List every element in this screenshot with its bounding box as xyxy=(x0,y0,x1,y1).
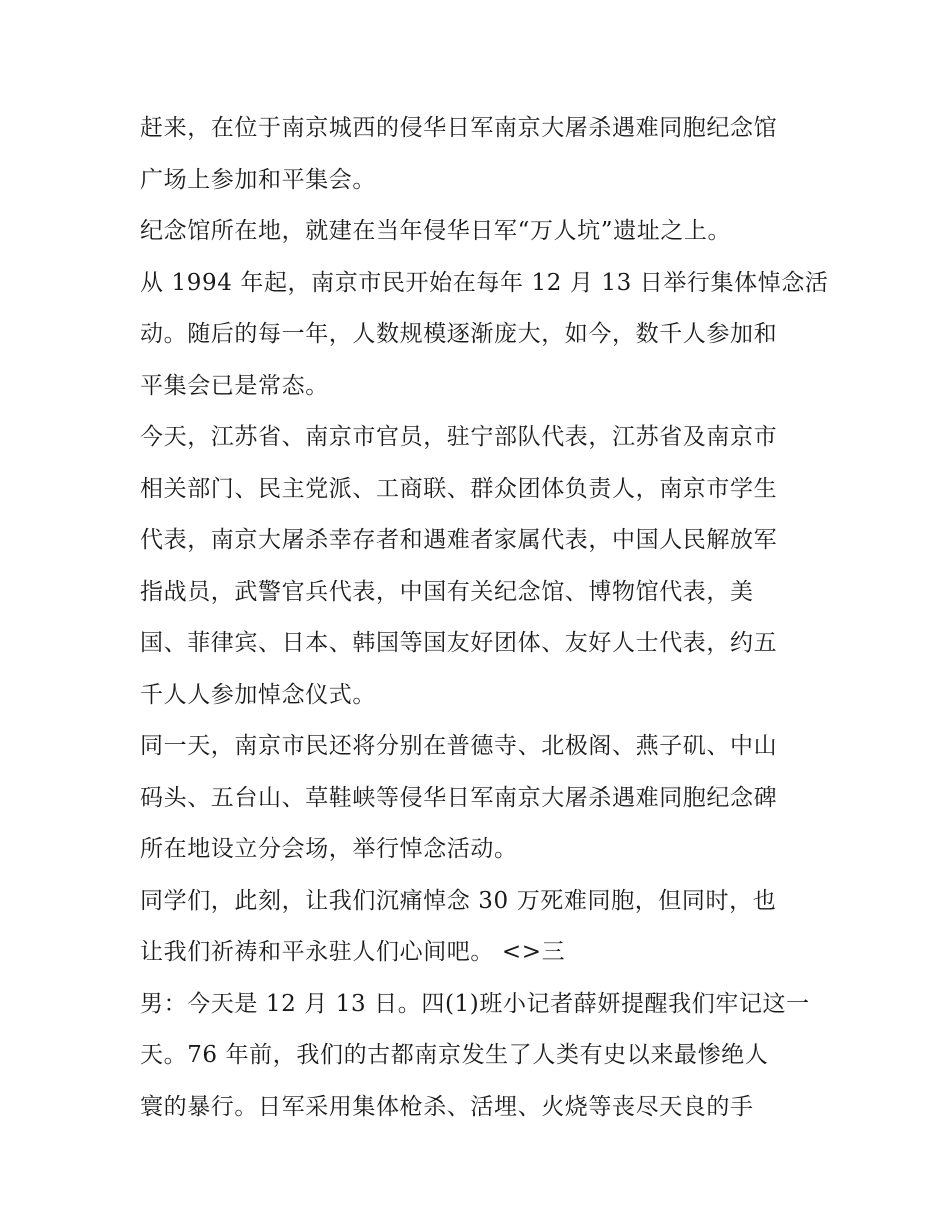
text-line: 今天，江苏省、南京市官员，驻宁部队代表，江苏省及南京市 xyxy=(140,424,778,450)
text-line: 平集会已是常态。 xyxy=(140,372,329,399)
text-line: 寰的暴行。日军采用集体枪杀、活埋、火烧等丧尽天良的手 xyxy=(140,1093,754,1120)
text-line: 同学们，此刻，让我们沉痛悼念 30 万死难同胞，但同时，也 xyxy=(140,887,777,914)
text-line: 从 1994 年起，南京市民开始在每年 12 月 13 日举行集体悼念活 xyxy=(140,269,829,296)
text-line: 千人人参加悼念仪式。 xyxy=(140,681,376,708)
text-line: 赶来，在位于南京城西的侵华日军南京大屠杀遇难同胞纪念馆 xyxy=(140,115,778,141)
text-line: 广场上参加和平集会。 xyxy=(140,166,376,193)
document-text xyxy=(140,103,829,1133)
text-line: 天。76 年前，我们的古都南京发生了人类有史以来最惨绝人 xyxy=(140,1042,769,1068)
text-line: 代表，南京大屠杀幸存者和遇难者家属代表，中国人民解放军 xyxy=(140,527,778,553)
text-line: 动。随后的每一年，人数规模逐渐庞大，如今，数千人参加和 xyxy=(140,321,778,347)
text-line: 同一天，南京市民还将分别在普德寺、北极阁、燕子矶、中山 xyxy=(140,733,778,759)
text-line: 男：今天是 12 月 13 日。四(1)班小记者薛妍提醒我们牢记这一 xyxy=(140,990,810,1017)
text-line: 纪念馆所在地，就建在当年侵华日军“万人坑”遗址之上。 xyxy=(140,218,732,244)
text-line: 相关部门、民主党派、工商联、群众团体负责人，南京市学生 xyxy=(140,475,778,502)
text-line: 指战员，武警官兵代表，中国有关纪念馆、博物馆代表，美 xyxy=(140,578,754,605)
text-line: 让我们祈祷和平永驻人们心间吧。 <>三 xyxy=(140,939,566,965)
text-line: 码头、五台山、草鞋峡等侵华日军南京大屠杀遇难同胞纪念碑 xyxy=(140,784,778,811)
text-line: 国、菲律宾、日本、韩国等国友好团体、友好人士代表，约五 xyxy=(140,630,778,656)
text-line: 所在地设立分会场，举行悼念活动。 xyxy=(140,836,518,862)
